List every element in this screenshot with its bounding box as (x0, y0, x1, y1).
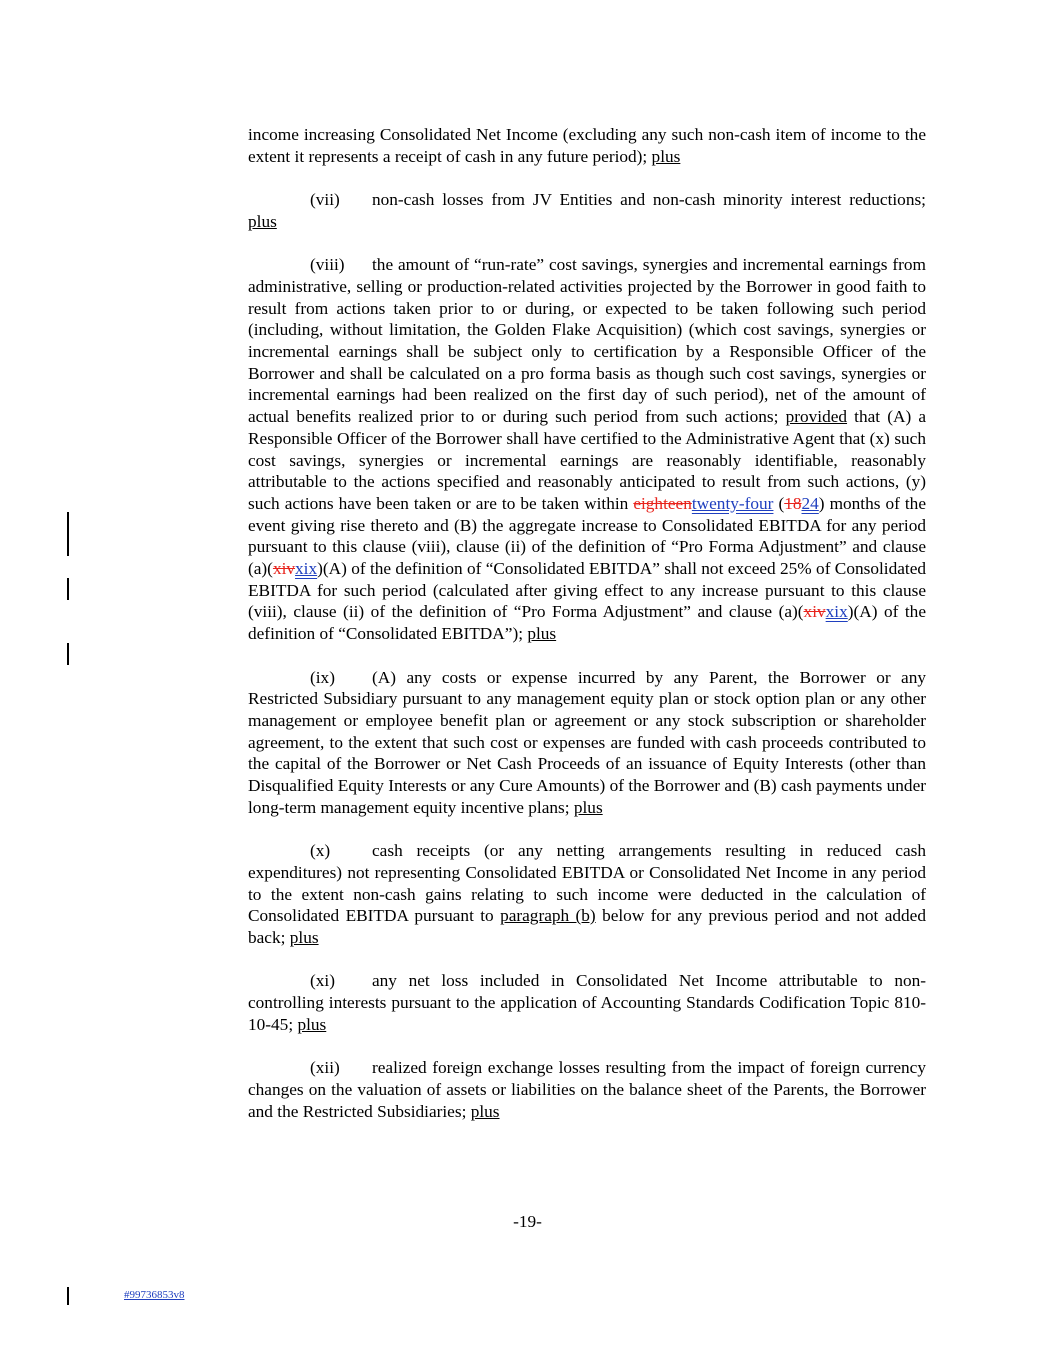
plus-term: plus (470, 1101, 500, 1121)
plus-term: plus (527, 624, 557, 644)
plus-term: plus (651, 146, 681, 166)
provided-term: provided (785, 407, 848, 427)
paragraph-ix: (ix) (A) any costs or expense incurred by any Parent, the Borrower or any Restricted Subsidiary pursuant to any management equity plan or stock option plan or any other management or employee benefit plan or agreement or any stock subscription or shareholder agreement, to the extent that such cost or expenses are funded with cash proceeds contributed to the capital of the Borrower or Net Cash Proceeds of an issuance of Equity Interests (other than Disqualified Equity Interests or any Cure Amounts) of the Borrower and (B) cash payments under long-term management equity incentive plans; plus (248, 667, 926, 817)
paragraph-xi: (xi) any net loss included in Consolidated Net Income attributable to non-controlling interests pursuant to the application of Accounting Standards Codification Topic 810-10-45; plus (248, 971, 926, 1034)
inserted-text: 24 (801, 493, 819, 513)
deleted-text: xiv (272, 559, 296, 579)
paragraph-xii: (xii) realized foreign exchange losses resulting from the impact of foreign currency changes on the valuation of assets or liabilities on the balance sheet of the Parents, the Borrower and the Restricted Subsidiaries; plus (248, 1058, 926, 1121)
plus-term: plus (248, 211, 277, 231)
deleted-text: xiv (803, 602, 826, 622)
deleted-text: 18 (784, 493, 802, 513)
change-bar (67, 1287, 69, 1305)
plus-term: plus (289, 927, 319, 947)
clause-number: (vii) (310, 190, 340, 210)
clause-number: (viii) (310, 255, 345, 275)
plus-term: plus (573, 797, 603, 817)
clause-number: (xii) (310, 1058, 340, 1078)
inserted-text: twenty-four (691, 493, 774, 513)
paragraph-continuation: income increasing Consolidated Net Income (excluding any such non-cash item of income to the extent it represents a receipt of cash in any future period); plus (248, 125, 926, 166)
change-bar (67, 643, 69, 665)
clause-number: (ix) (310, 667, 335, 687)
clause-number: (xi) (310, 971, 335, 991)
inserted-text: xix (295, 559, 318, 579)
paragraph-vii: (vii) non-cash losses from JV Entities and non-cash minority interest reductions; plus (248, 190, 926, 231)
document-id-link[interactable]: #99736853v8 (124, 1289, 185, 1301)
inserted-text: xix (825, 602, 848, 622)
change-bar (67, 578, 69, 600)
page-number: -19- (513, 1212, 542, 1231)
paragraph-viii: (viii) the amount of “run-rate” cost savings, synergies and incremental earnings from administrative, selling or production-related activities projected by the Borrower in good faith to result from actions taken prior to or during, or expected to be taken following such period (including, without limitation, the Golden Flake Acquisition) (which cost savings, synergies or incremental earnings shall be subject only to certification by a Responsible Officer of the Borrower and shall be calculated on a pro forma basis as though such cost savings, synergies or incremental earnings had been realized on the first day of such period), net of the amount of actual benefits realized prior to or during such period from such actions; provided that (A) a Responsible Officer of the Borrower shall have certified to the Administrative Agent that (x) such cost savings, synergies or incremental earnings are reasonably identifiable, reasonably attributable to the actions specified and reasonably anticipated to result from such actions, (y) such actions have been taken or are to be taken within eighteentwenty-four (1824) months of the event giving rise thereto and (B) the aggregate increase to Consolidated EBITDA for any period pursuant to this clause (viii), clause (ii) of the definition of “Pro Forma Adjustment” and clause (a)(xivxix)(A) of the definition of “Consolidated EBITDA” shall not exceed 25% of Consolidated EBITDA for such period (calculated after giving effect to any increase pursuant to this clause (viii), clause (ii) of the definition of “Pro Forma Adjustment” and clause (a)(xivxix)(A) of the definition of “Consolidated EBITDA”); plus (248, 255, 926, 644)
deleted-text: eighteen (633, 493, 692, 513)
plus-term: plus (297, 1014, 327, 1034)
change-bar (67, 512, 69, 556)
clause-number: (x) (310, 841, 331, 861)
cross-reference-link: paragraph (b) (500, 906, 596, 926)
document-body (248, 124, 926, 1144)
paragraph-x: (x) cash receipts (or any netting arrangements resulting in reduced cash expenditures) not representing Consolidated EBITDA or Consolidated Net Income in any period to the extent non-cash gains relating to such income were deducted in the calculation of Consolidated EBITDA pursuant to paragraph (b) below for any previous period and not added back; plus (248, 841, 926, 947)
